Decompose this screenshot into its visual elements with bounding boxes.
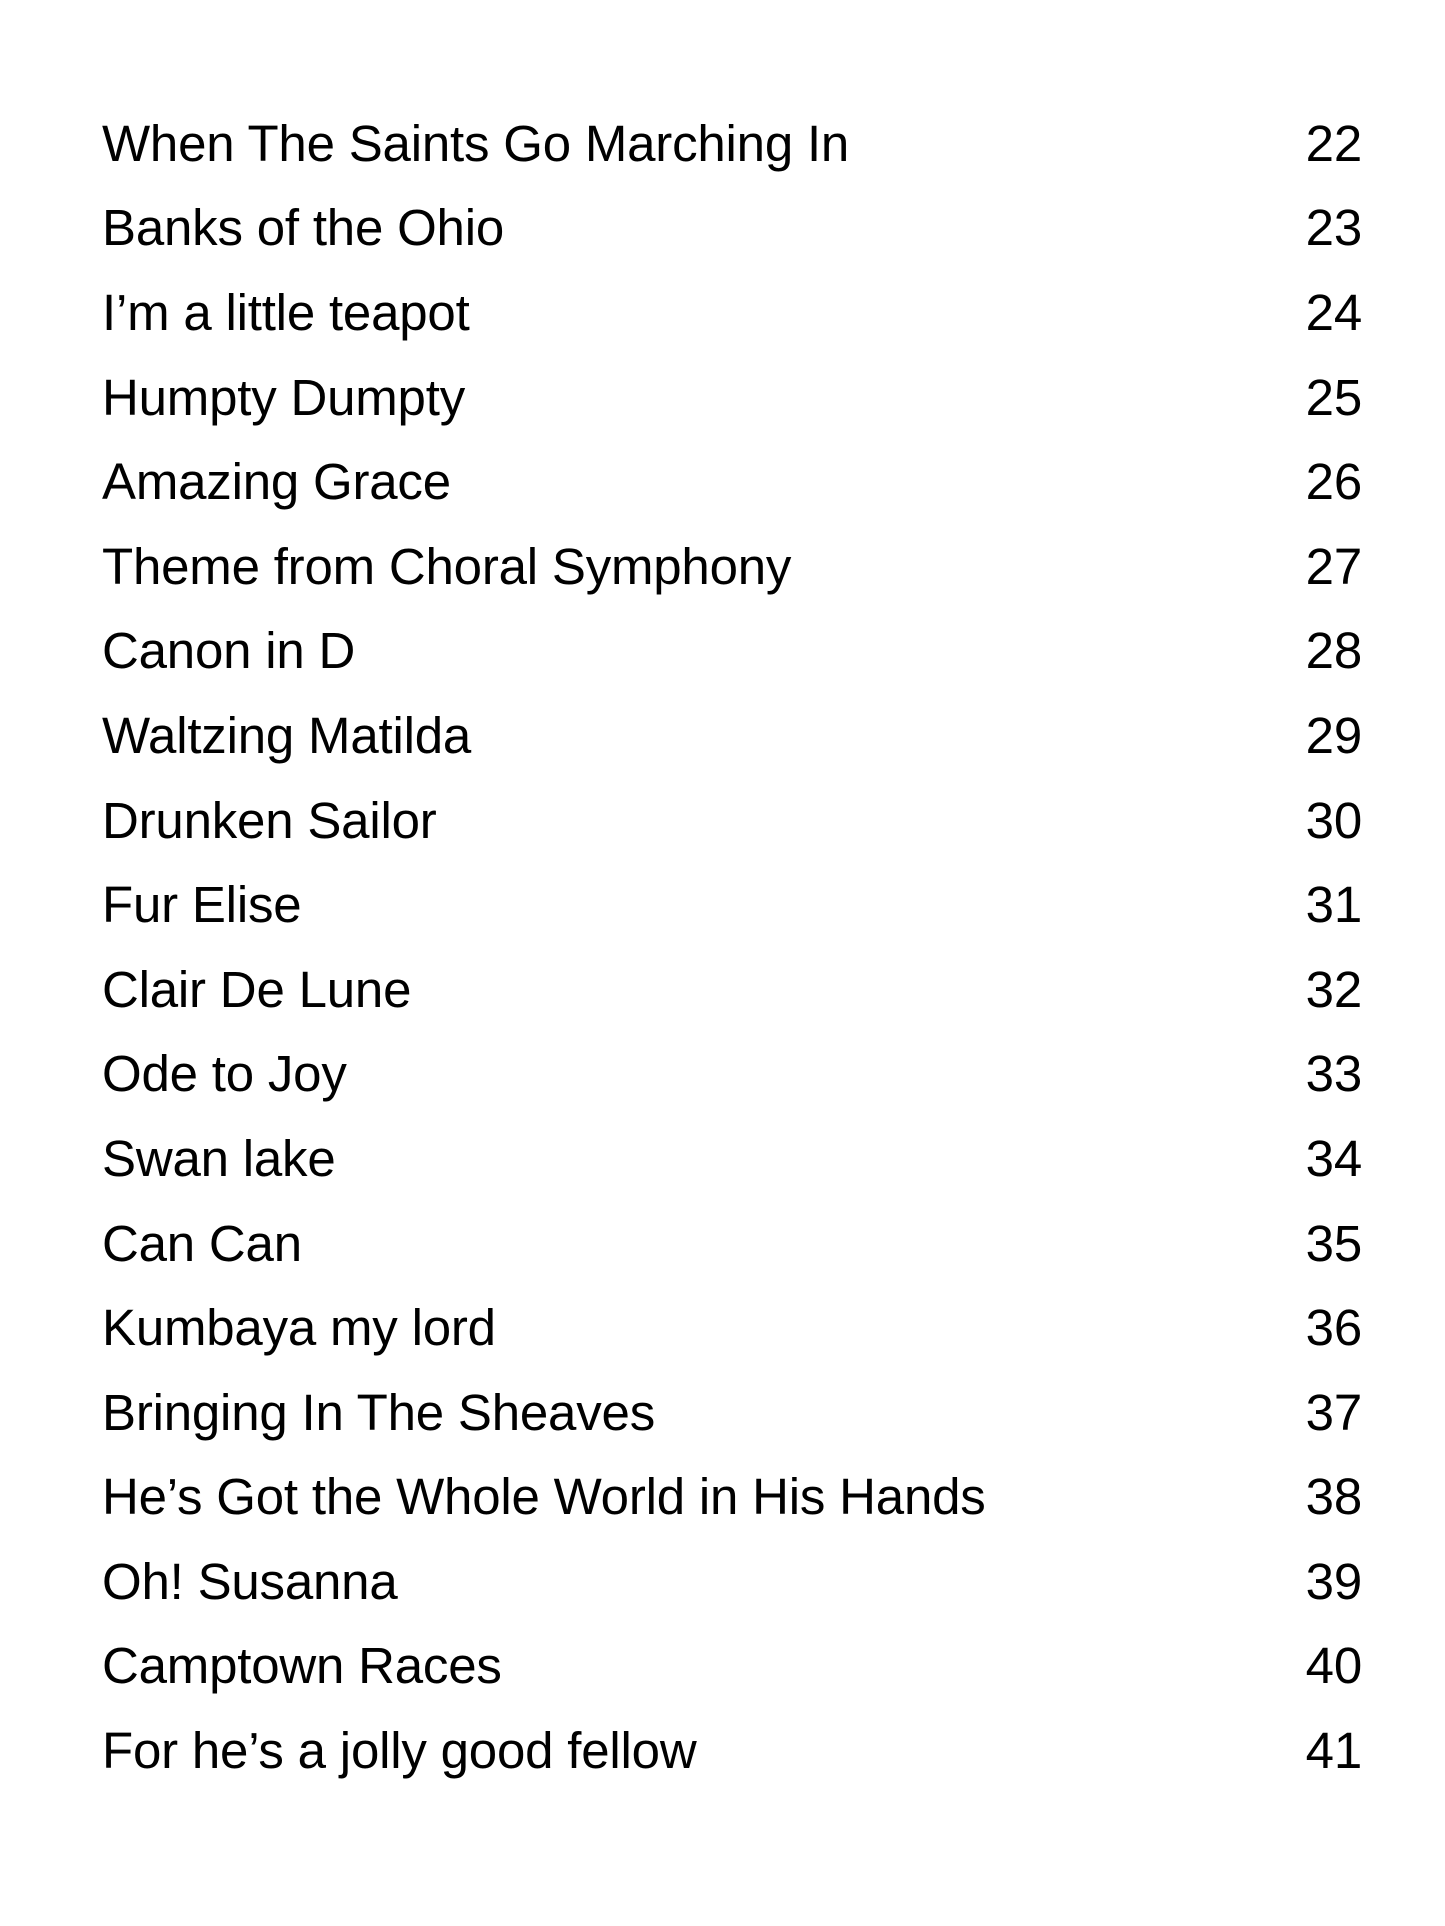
entry-title: Theme from Choral Symphony bbox=[102, 537, 792, 595]
entry-page-number: 32 bbox=[1305, 960, 1362, 1018]
toc-entry bbox=[102, 1201, 1362, 1286]
toc-entry bbox=[102, 186, 1362, 271]
entry-title: When The Saints Go Marching In bbox=[102, 114, 850, 172]
entry-page-number: 38 bbox=[1305, 1468, 1362, 1526]
entry-title: Humpty Dumpty bbox=[102, 368, 465, 426]
entry-title: Banks of the Ohio bbox=[102, 199, 505, 257]
entry-page-number: 39 bbox=[1305, 1552, 1362, 1610]
toc-entry bbox=[102, 1032, 1362, 1117]
toc-entry bbox=[102, 1116, 1362, 1201]
entry-title: Bringing In The Sheaves bbox=[102, 1383, 655, 1441]
entry-title: For he’s a jolly good fellow bbox=[102, 1722, 697, 1780]
toc-entry bbox=[102, 1285, 1362, 1370]
toc-entry bbox=[102, 270, 1362, 355]
entry-title: Amazing Grace bbox=[102, 453, 451, 511]
toc-entry bbox=[102, 609, 1362, 694]
entry-title: Drunken Sailor bbox=[102, 791, 437, 849]
toc-entry bbox=[102, 693, 1362, 778]
entry-page-number: 22 bbox=[1305, 114, 1362, 172]
entry-page-number: 41 bbox=[1305, 1722, 1362, 1780]
entry-title: I’m a little teapot bbox=[102, 283, 470, 341]
entry-page-number: 31 bbox=[1305, 876, 1362, 934]
entry-page-number: 35 bbox=[1305, 1214, 1362, 1272]
toc-entry bbox=[102, 439, 1362, 524]
entry-title: Swan lake bbox=[102, 1129, 336, 1187]
toc-entry bbox=[102, 1708, 1362, 1793]
toc-entry bbox=[102, 1624, 1362, 1709]
entry-page-number: 24 bbox=[1305, 283, 1362, 341]
toc-entry bbox=[102, 355, 1362, 440]
table-of-contents bbox=[102, 101, 1362, 1793]
entry-title: Ode to Joy bbox=[102, 1045, 347, 1103]
entry-title: Can Can bbox=[102, 1214, 302, 1272]
entry-page-number: 37 bbox=[1305, 1383, 1362, 1441]
entry-title: Kumbaya my lord bbox=[102, 1299, 496, 1357]
entry-title: Oh! Susanna bbox=[102, 1552, 398, 1610]
entry-page-number: 40 bbox=[1305, 1637, 1362, 1695]
toc-entry bbox=[102, 778, 1362, 863]
toc-entry bbox=[102, 1539, 1362, 1624]
toc-entry bbox=[102, 947, 1362, 1032]
toc-entry bbox=[102, 101, 1362, 186]
entry-page-number: 36 bbox=[1305, 1299, 1362, 1357]
toc-entry bbox=[102, 1455, 1362, 1540]
entry-page-number: 26 bbox=[1305, 453, 1362, 511]
entry-title: Fur Elise bbox=[102, 876, 302, 934]
entry-title: Camptown Races bbox=[102, 1637, 502, 1695]
entry-title: Canon in D bbox=[102, 622, 356, 680]
entry-title: He’s Got the Whole World in His Hands bbox=[102, 1468, 986, 1526]
entry-page-number: 28 bbox=[1305, 622, 1362, 680]
toc-entry bbox=[102, 524, 1362, 609]
entry-title: Clair De Lune bbox=[102, 960, 412, 1018]
entry-page-number: 29 bbox=[1305, 706, 1362, 764]
toc-entry bbox=[102, 862, 1362, 947]
entry-page-number: 30 bbox=[1305, 791, 1362, 849]
entry-page-number: 27 bbox=[1305, 537, 1362, 595]
entry-page-number: 23 bbox=[1305, 199, 1362, 257]
entry-page-number: 33 bbox=[1305, 1045, 1362, 1103]
toc-entry bbox=[102, 1370, 1362, 1455]
entry-page-number: 34 bbox=[1305, 1129, 1362, 1187]
entry-title: Waltzing Matilda bbox=[102, 706, 472, 764]
entry-page-number: 25 bbox=[1305, 368, 1362, 426]
